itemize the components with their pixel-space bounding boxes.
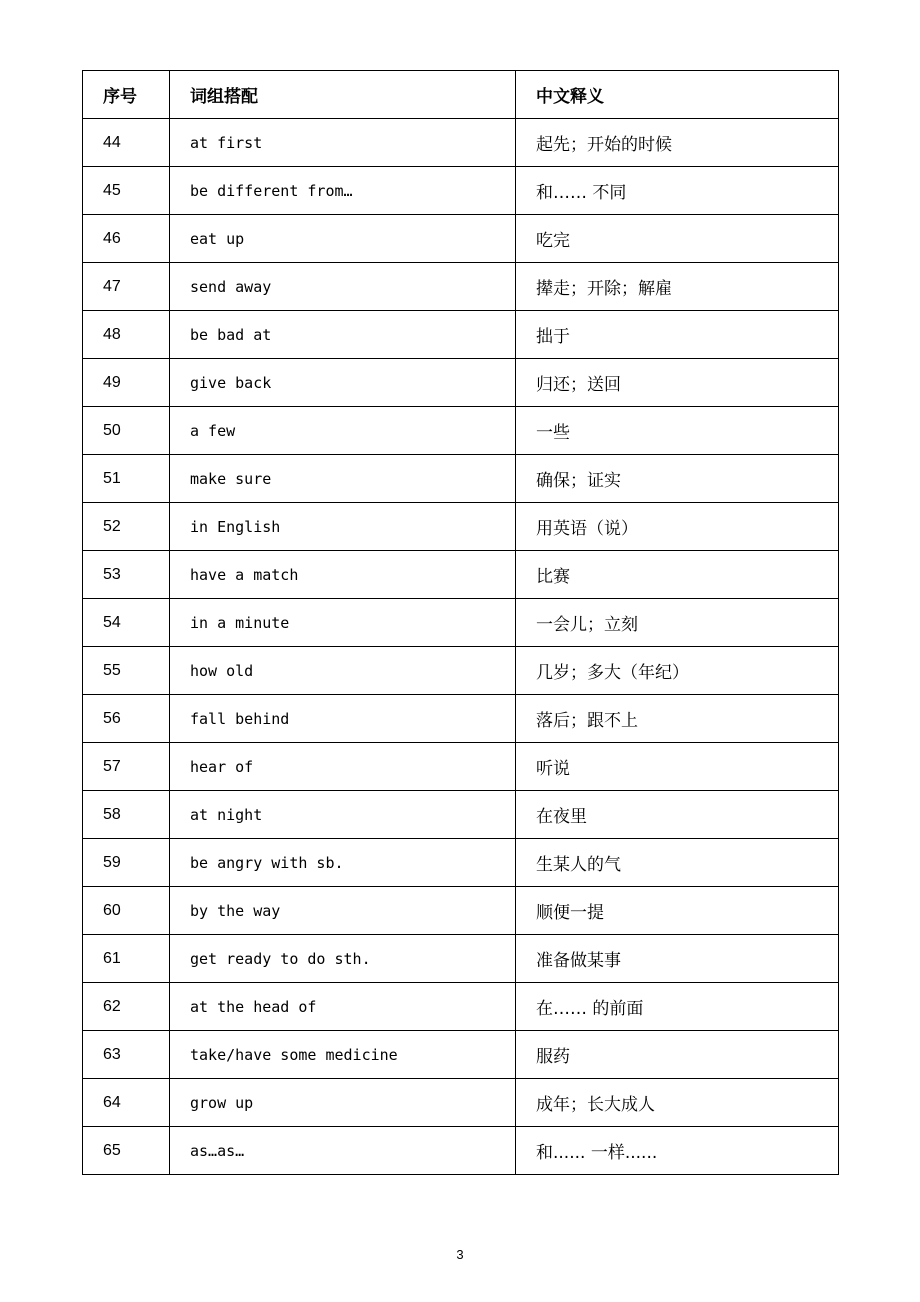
header-number: 序号 (83, 71, 170, 119)
vocabulary-table (82, 70, 839, 1175)
table-row (83, 119, 839, 167)
table-row (83, 791, 839, 839)
row-meaning: 确保；证实 (516, 455, 839, 503)
row-phrase: fall behind (170, 695, 516, 743)
row-meaning: 顺便一提 (516, 887, 839, 935)
row-number: 55 (83, 647, 170, 695)
row-number: 65 (83, 1127, 170, 1175)
row-phrase: give back (170, 359, 516, 407)
row-phrase: grow up (170, 1079, 516, 1127)
row-meaning: 服药 (516, 1031, 839, 1079)
row-number: 52 (83, 503, 170, 551)
row-meaning: 用英语（说） (516, 503, 839, 551)
table-row (83, 887, 839, 935)
row-meaning: 和...... 一样...... (516, 1127, 839, 1175)
row-phrase: hear of (170, 743, 516, 791)
table-body (83, 119, 839, 1175)
row-number: 44 (83, 119, 170, 167)
row-number: 58 (83, 791, 170, 839)
table-row (83, 551, 839, 599)
row-number: 49 (83, 359, 170, 407)
row-phrase: be angry with sb. (170, 839, 516, 887)
row-number: 47 (83, 263, 170, 311)
row-meaning: 在…… 的前面 (516, 983, 839, 1031)
row-number: 57 (83, 743, 170, 791)
row-phrase: by the way (170, 887, 516, 935)
row-meaning: 准备做某事 (516, 935, 839, 983)
row-meaning: 在夜里 (516, 791, 839, 839)
row-number: 50 (83, 407, 170, 455)
row-meaning: 吃完 (516, 215, 839, 263)
row-phrase: as…as… (170, 1127, 516, 1175)
row-phrase: at night (170, 791, 516, 839)
row-number: 62 (83, 983, 170, 1031)
row-phrase: be different from… (170, 167, 516, 215)
table-row (83, 743, 839, 791)
row-number: 51 (83, 455, 170, 503)
table-row (83, 359, 839, 407)
row-number: 64 (83, 1079, 170, 1127)
table-header-row (83, 71, 839, 119)
row-phrase: take/have some medicine (170, 1031, 516, 1079)
row-meaning: 比赛 (516, 551, 839, 599)
table-row (83, 983, 839, 1031)
row-meaning: 和…… 不同 (516, 167, 839, 215)
row-number: 45 (83, 167, 170, 215)
row-phrase: be bad at (170, 311, 516, 359)
header-meaning: 中文释义 (516, 71, 839, 119)
table-row (83, 1127, 839, 1175)
row-meaning: 起先；开始的时候 (516, 119, 839, 167)
table-row (83, 1031, 839, 1079)
table-row (83, 599, 839, 647)
row-meaning: 几岁；多大（年纪） (516, 647, 839, 695)
table-row (83, 935, 839, 983)
page-number: 3 (456, 1247, 464, 1262)
header-phrase: 词组搭配 (170, 71, 516, 119)
row-number: 59 (83, 839, 170, 887)
row-phrase: in English (170, 503, 516, 551)
row-number: 63 (83, 1031, 170, 1079)
row-phrase: in a minute (170, 599, 516, 647)
row-number: 56 (83, 695, 170, 743)
table-row (83, 455, 839, 503)
row-phrase: at the head of (170, 983, 516, 1031)
row-meaning: 一些 (516, 407, 839, 455)
table-row (83, 263, 839, 311)
row-meaning: 归还；送回 (516, 359, 839, 407)
row-number: 53 (83, 551, 170, 599)
row-number: 54 (83, 599, 170, 647)
table-row (83, 695, 839, 743)
table-row (83, 503, 839, 551)
row-meaning: 拙于 (516, 311, 839, 359)
table-row (83, 311, 839, 359)
row-meaning: 生某人的气 (516, 839, 839, 887)
row-meaning: 听说 (516, 743, 839, 791)
row-meaning: 成年；长大成人 (516, 1079, 839, 1127)
row-phrase: at first (170, 119, 516, 167)
table-row (83, 407, 839, 455)
row-number: 48 (83, 311, 170, 359)
row-meaning: 一会儿；立刻 (516, 599, 839, 647)
row-phrase: have a match (170, 551, 516, 599)
row-phrase: get ready to do sth. (170, 935, 516, 983)
table-row (83, 215, 839, 263)
row-phrase: eat up (170, 215, 516, 263)
row-phrase: a few (170, 407, 516, 455)
table-row (83, 167, 839, 215)
row-phrase: how old (170, 647, 516, 695)
row-meaning: 落后；跟不上 (516, 695, 839, 743)
row-number: 60 (83, 887, 170, 935)
table-row (83, 839, 839, 887)
row-phrase: send away (170, 263, 516, 311)
row-number: 61 (83, 935, 170, 983)
row-number: 46 (83, 215, 170, 263)
table-row (83, 1079, 839, 1127)
table-row (83, 647, 839, 695)
row-meaning: 撵走；开除；解雇 (516, 263, 839, 311)
row-phrase: make sure (170, 455, 516, 503)
